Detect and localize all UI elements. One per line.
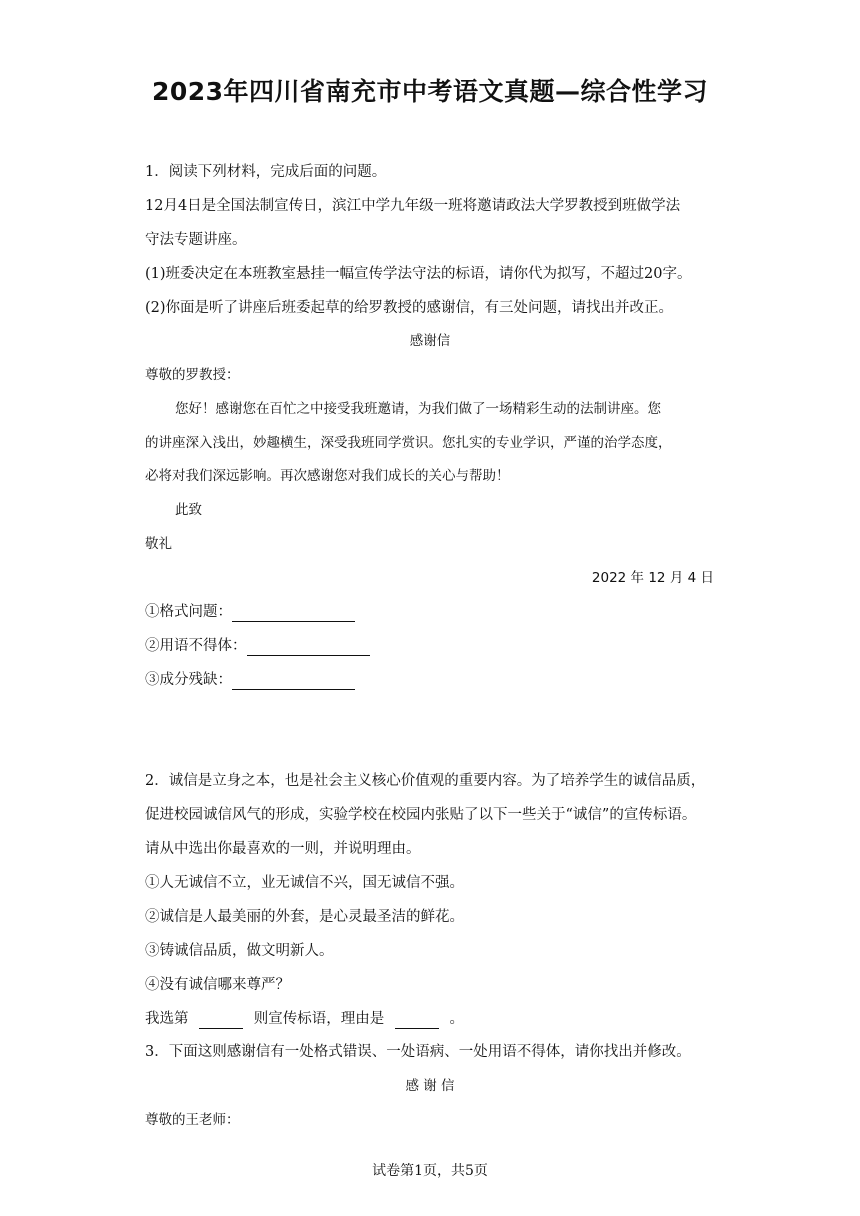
- q1-sub-question-2: (2)你面是听了讲座后班委起草的给罗教授的感谢信，有三处问题，请找出并改正。: [145, 300, 674, 316]
- answer-wording-label: ②用语不得体：: [145, 638, 247, 654]
- answer-blank[interactable]: [199, 1012, 243, 1029]
- answer-wording-issue: [145, 636, 370, 656]
- q1-material-line-1: 12月4日是全国法制宣传日，滨江中学九年级一班将邀请政法大学罗教授到班做学法: [145, 198, 681, 214]
- q2-option-1: ①人无诚信不立，业无诚信不兴，国无诚信不强。: [145, 875, 464, 891]
- q3-stem: 3．下面这则感谢信有一处格式错误、一处语病、一处用语不得体，请你找出并修改。: [145, 1044, 691, 1060]
- q2-answer-line: [145, 1009, 464, 1029]
- letter-body-line-2: 的讲座深入浅出，妙趣横生，深受我班同学赏识。您扎实的专业学识，严谨的治学态度，: [145, 435, 672, 451]
- q1-stem: 1．阅读下列材料，完成后面的问题。: [145, 164, 387, 180]
- answer-component-issue: [145, 670, 355, 690]
- page-footer: 试卷第1页，共5页: [372, 1163, 488, 1179]
- q1-material-line-2: 守法专题讲座。: [145, 232, 247, 248]
- q2-option-4: ④没有诚信哪来尊严？: [145, 977, 290, 993]
- answer-blank[interactable]: [232, 673, 355, 690]
- q3-letter-heading: 感 谢 信: [405, 1078, 455, 1094]
- answer-blank[interactable]: [247, 639, 370, 656]
- answer-format-label: ①格式问题：: [145, 604, 232, 620]
- letter-closing-2: 敬礼: [145, 536, 172, 552]
- q2-answer-prefix: 我选第: [145, 1011, 189, 1027]
- letter-closing-1: 此致: [175, 502, 202, 518]
- q2-answer-suffix: 。: [449, 1011, 464, 1027]
- q2-stem-line-3: 请从中选出你最喜欢的一则，并说明理由。: [145, 841, 421, 857]
- letter-date: 2022 年 12 月 4 日: [591, 570, 714, 586]
- answer-blank[interactable]: [232, 605, 355, 622]
- answer-component-label: ③成分残缺：: [145, 672, 232, 688]
- letter-body-line-3: 必将对我们深远影响。再次感谢您对我们成长的关心与帮助！: [145, 468, 510, 484]
- q3-letter-salutation: 尊敬的王老师：: [145, 1112, 240, 1128]
- answer-blank[interactable]: [395, 1012, 439, 1029]
- letter-body-line-1: 您好！感谢您在百忙之中接受我班邀请，为我们做了一场精彩生动的法制讲座。您: [175, 401, 661, 417]
- letter-salutation: 尊敬的罗教授：: [145, 367, 240, 383]
- q2-answer-middle: 则宣传标语，理由是: [253, 1011, 385, 1027]
- q1-sub-question-1: (1)班委决定在本班教室悬挂一幅宣传学法守法的标语，请你代为拟写，不超过20字。: [145, 266, 692, 282]
- answer-format-issue: [145, 602, 355, 622]
- q2-option-3: ③铸诚信品质，做文明新人。: [145, 943, 334, 959]
- q2-stem-line-2: 促进校园诚信风气的形成，实验学校在校园内张贴了以下一些关于“诚信”的宣传标语。: [145, 807, 697, 823]
- q2-option-2: ②诚信是人最美丽的外套，是心灵最圣洁的鲜花。: [145, 909, 464, 925]
- letter-heading: 感谢信: [409, 333, 451, 349]
- page-title: 2023年四川省南充市中考语文真题—综合性学习: [151, 77, 709, 106]
- q2-stem-line-1: 2．诚信是立身之本，也是社会主义核心价值观的重要内容。为了培养学生的诚信品质，: [145, 773, 706, 789]
